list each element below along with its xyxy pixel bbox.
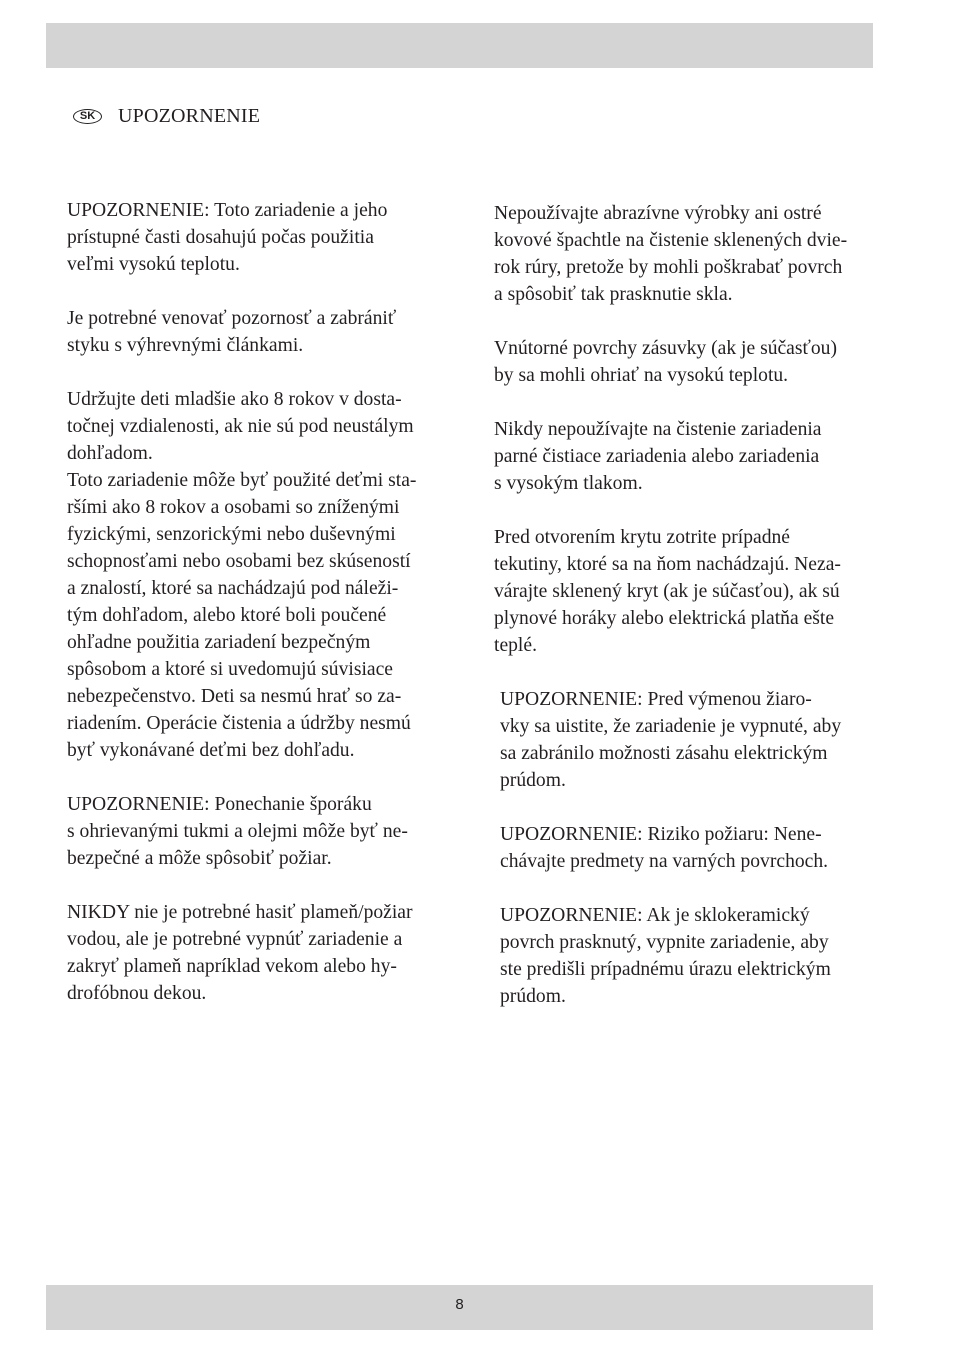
text-line: drofóbnou dekou.: [67, 983, 207, 1004]
text-line: prúdom.: [500, 770, 566, 791]
text-line: Udržujte deti mladšie ako 8 rokov v dosta-: [67, 389, 402, 410]
paragraph-bulb-replacement: [494, 686, 899, 794]
text-line: riadením. Operácie čistenia a údržby nesmú: [67, 713, 411, 734]
text-line: prístupné časti dosahujú počas použitia: [67, 227, 374, 248]
text-line: ste predišli prípadnému úrazu elektrickým: [500, 959, 831, 980]
text-line: UPOZORNENIE: Ponechanie šporáku: [67, 794, 372, 815]
text-line: sa zabránilo možnosti zásahu elektrickým: [500, 743, 828, 764]
paragraph-steam-cleaners: [494, 416, 899, 497]
paragraph-drawer-surfaces: [494, 335, 899, 389]
text-line: prúdom.: [500, 986, 566, 1007]
right-column: [494, 200, 899, 1037]
text-line: zakryť plameň napríklad vekom alebo hy-: [67, 956, 397, 977]
text-line: rok rúry, pretože by mohli poškrabať povrch: [494, 257, 843, 278]
page-number: 8: [455, 1296, 464, 1313]
text-line: UPOZORNENIE: Ak je sklokeramický: [500, 905, 810, 926]
text-line: NIKDY nie je potrebné hasiť plameň/požiar: [67, 902, 413, 923]
text-line: schopnosťami nebo osobami bez skúseností: [67, 551, 411, 572]
section-header: [73, 102, 260, 130]
text-line: várajte sklenený kryt (ak je súčasťou), ak sú: [494, 581, 840, 602]
paragraph-never-water: [67, 899, 472, 1007]
text-line: vky sa uistite, že zariadenie je vypnuté, aby: [500, 716, 842, 737]
text-line: fyzickými, senzorickými nebo duševnými: [67, 524, 396, 545]
footer-bar: [46, 1285, 873, 1330]
text-line: styku s výhrevnými článkami.: [67, 335, 304, 356]
text-line: s ohrievanými tukmi a olejmi môže byť ne-: [67, 821, 408, 842]
text-line: Vnútorné povrchy zásuvky (ak je súčasťou): [494, 338, 837, 359]
paragraph-cracked-surface: [494, 902, 899, 1010]
text-line: vodou, ale je potrebné vypnúť zariadenie a: [67, 929, 403, 950]
paragraph-children-usage: [67, 467, 472, 764]
text-line: Pred otvorením krytu zotrite prípadné: [494, 527, 791, 548]
paragraph-glass-lid: [494, 524, 899, 659]
text-line: a spôsobiť tak prasknutie skla.: [494, 284, 733, 305]
text-line: teplé.: [494, 635, 537, 656]
text-line: povrch prasknutý, vypnite zariadenie, aby: [500, 932, 829, 953]
section-title: UPOZORNENIE: [118, 104, 261, 127]
text-line: Toto zariadenie môže byť použité deťmi sta-: [67, 470, 417, 491]
paragraph-warning-hot-parts: [67, 197, 472, 278]
text-line: tekutiny, ktoré sa na ňom nachádzajú. Neza-: [494, 554, 841, 575]
paragraph-oil-fire-warning: [67, 791, 472, 872]
text-line: dohľadom.: [67, 443, 153, 464]
text-line: bezpečné a môže spôsobiť požiar.: [67, 848, 332, 869]
text-line: chávajte predmety na varných povrchoch.: [500, 851, 829, 872]
text-line: byť vykonávané deťmi bez dohľadu.: [67, 740, 355, 761]
text-line: Je potrebné venovať pozornosť a zabrániť: [67, 308, 397, 329]
header-bar: [46, 23, 873, 68]
text-line: plynové horáky alebo elektrická platňa ešte: [494, 608, 835, 629]
text-line: UPOZORNENIE: Riziko požiaru: Nene-: [500, 824, 822, 845]
text-line: spôsobom a ktoré si uvedomujú súvisiace: [67, 659, 393, 680]
left-column: [67, 197, 472, 1034]
text-line: UPOZORNENIE: Pred výmenou žiaro-: [500, 689, 812, 710]
text-line: by sa mohli ohriať na vysokú teplotu.: [494, 365, 789, 386]
text-line: kovové špachtle na čistenie sklenených dvie-: [494, 230, 848, 251]
language-badge: SK: [73, 109, 102, 124]
text-line: veľmi vysokú teplotu.: [67, 254, 240, 275]
text-line: točnej vzdialenosti, ak nie sú pod neustálym: [67, 416, 414, 437]
paragraph-children-distance: [67, 386, 472, 467]
text-line: Nikdy nepoužívajte na čistenie zariadenia: [494, 419, 822, 440]
text-line: parné čistiace zariadenia alebo zariadenia: [494, 446, 820, 467]
text-line: s vysokým tlakom.: [494, 473, 643, 494]
text-line: Nepoužívajte abrazívne výrobky ani ostré: [494, 203, 822, 224]
text-line: a znalostí, ktoré sa nachádzajú pod náleži-: [67, 578, 399, 599]
text-line: tým dohľadom, alebo ktoré boli poučené: [67, 605, 387, 626]
paragraph-heating-elements: [67, 305, 472, 359]
text-line: UPOZORNENIE: Toto zariadenie a jeho: [67, 200, 388, 221]
paragraph-abrasive-products: [494, 200, 899, 308]
paragraph-fire-risk: [494, 821, 899, 875]
text-line: nebezpečenstvo. Deti sa nesmú hrať so za-: [67, 686, 402, 707]
text-line: ršími ako 8 rokov a osobami so zníženými: [67, 497, 400, 518]
text-line: ohľadne použitia zariadení bezpečným: [67, 632, 371, 653]
